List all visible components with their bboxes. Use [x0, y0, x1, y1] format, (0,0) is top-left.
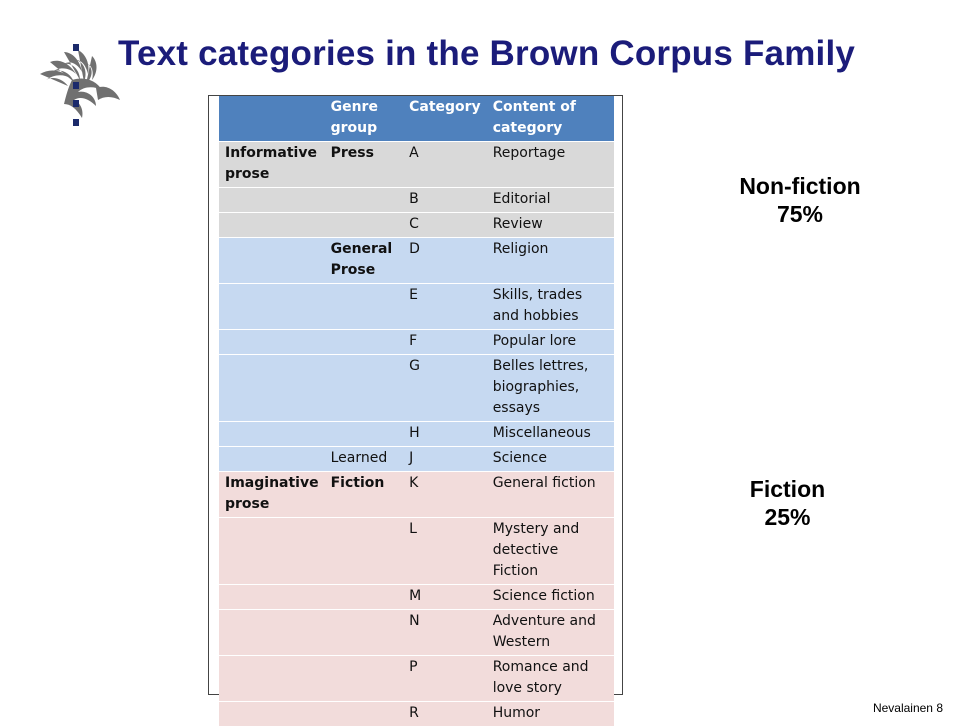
cell-text-type	[219, 656, 325, 702]
cell-text-type	[219, 702, 325, 727]
cell-category: J	[403, 447, 487, 472]
cell-genre-group: Fiction	[325, 472, 404, 518]
slide-title: Text categories in the Brown Corpus Family	[118, 34, 856, 73]
cell-category: L	[403, 518, 487, 585]
cell-genre-group: Press	[325, 142, 404, 188]
cell-category: E	[403, 284, 487, 330]
bullet-icon	[73, 119, 79, 126]
cell-content: Editorial	[487, 188, 614, 213]
cell-content: General fiction	[487, 472, 614, 518]
cell-genre-group	[325, 188, 404, 213]
cell-category: A	[403, 142, 487, 188]
cell-category: P	[403, 656, 487, 702]
categories-table	[219, 96, 614, 727]
table-row	[219, 518, 614, 585]
cell-text-type	[219, 355, 325, 422]
header-text-type	[219, 96, 325, 142]
table-row	[219, 422, 614, 447]
cell-genre-group	[325, 610, 404, 656]
cell-text-type	[219, 518, 325, 585]
cell-genre-group	[325, 213, 404, 238]
table-row	[219, 284, 614, 330]
table-row	[219, 472, 614, 518]
cell-category: N	[403, 610, 487, 656]
cell-content: Belles lettres, biographies, essays	[487, 355, 614, 422]
bullet-icon	[73, 44, 79, 51]
cell-category: F	[403, 330, 487, 355]
table-row	[219, 213, 614, 238]
bullet-icon	[73, 82, 79, 89]
cell-genre-group	[325, 656, 404, 702]
cell-content: Review	[487, 213, 614, 238]
cell-text-type	[219, 585, 325, 610]
table-row	[219, 702, 614, 727]
cell-category: K	[403, 472, 487, 518]
cell-text-type	[219, 284, 325, 330]
cell-content: Religion	[487, 238, 614, 284]
cell-content: Mystery and detective Fiction	[487, 518, 614, 585]
fiction-label: Fiction	[749, 476, 826, 502]
cell-content: Science fiction	[487, 585, 614, 610]
cell-genre-group: Learned	[325, 447, 404, 472]
cell-genre-group: General Prose	[325, 238, 404, 284]
cell-category: D	[403, 238, 487, 284]
table-header-row	[219, 96, 614, 142]
cell-genre-group	[325, 284, 404, 330]
slide-footer: Nevalainen 8	[872, 701, 943, 715]
nonfiction-label: Non-fiction	[739, 173, 861, 199]
cell-category: R	[403, 702, 487, 727]
table-row	[219, 355, 614, 422]
cell-content: Humor	[487, 702, 614, 727]
fiction-percent: 25%	[764, 504, 811, 530]
table-row	[219, 656, 614, 702]
cell-text-type	[219, 610, 325, 656]
cell-category: B	[403, 188, 487, 213]
bullet-icon	[73, 100, 79, 107]
table-row	[219, 610, 614, 656]
cell-genre-group	[325, 355, 404, 422]
cell-text-type: Imaginative prose	[219, 472, 325, 518]
header-genre-group: Genre group	[325, 96, 404, 142]
cell-text-type: Informative prose	[219, 142, 325, 188]
header-category: Category	[403, 96, 487, 142]
cell-content: Skills, trades and hobbies	[487, 284, 614, 330]
table-row	[219, 238, 614, 284]
cell-content: Miscellaneous	[487, 422, 614, 447]
cell-genre-group	[325, 330, 404, 355]
nonfiction-summary	[720, 172, 880, 228]
table-row	[219, 142, 614, 188]
cell-genre-group	[325, 518, 404, 585]
cell-text-type	[219, 422, 325, 447]
cell-text-type	[219, 213, 325, 238]
cell-category: G	[403, 355, 487, 422]
cell-category: M	[403, 585, 487, 610]
cell-content: Reportage	[487, 142, 614, 188]
cell-content: Science	[487, 447, 614, 472]
cell-category: H	[403, 422, 487, 447]
cell-genre-group	[325, 422, 404, 447]
nonfiction-percent: 75%	[776, 201, 824, 227]
table-row	[219, 188, 614, 213]
cell-text-type	[219, 447, 325, 472]
cell-category: C	[403, 213, 487, 238]
table-row	[219, 330, 614, 355]
header-content: Content of category	[487, 96, 614, 142]
table-row	[219, 447, 614, 472]
university-flame-logo-icon	[36, 44, 122, 130]
categories-table-frame	[208, 95, 623, 721]
cell-genre-group	[325, 585, 404, 610]
cell-content: Popular lore	[487, 330, 614, 355]
cell-text-type	[219, 188, 325, 213]
fiction-summary	[710, 475, 865, 531]
cell-content: Adventure and Western	[487, 610, 614, 656]
cell-text-type	[219, 238, 325, 284]
cell-content: Romance and love story	[487, 656, 614, 702]
cell-text-type	[219, 330, 325, 355]
table-row	[219, 585, 614, 610]
cell-genre-group	[325, 702, 404, 727]
